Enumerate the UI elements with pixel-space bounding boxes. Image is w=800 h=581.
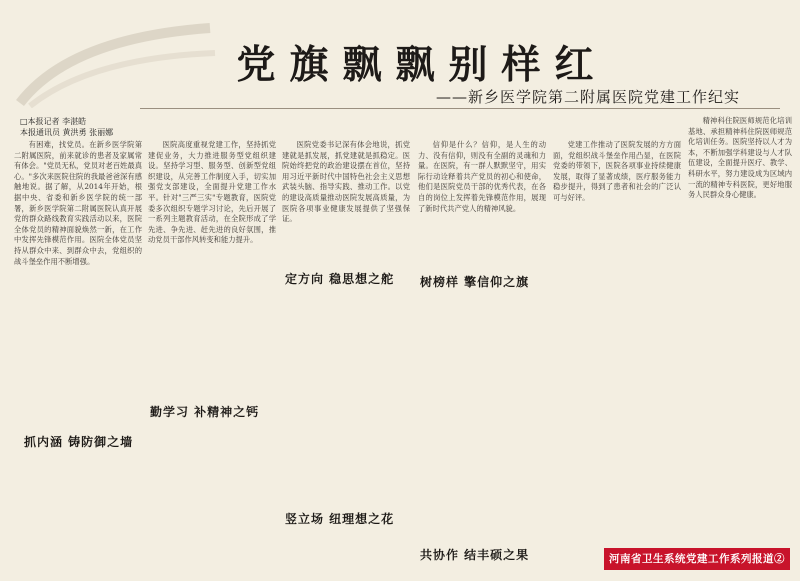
series-banner: 河南省卫生系统党建工作系列报道② [604, 548, 790, 570]
column-6 [688, 116, 792, 541]
column-5 [553, 140, 681, 540]
header-rule [140, 108, 780, 109]
section-heading-2: 定方向 稳思想之舵 [285, 272, 395, 286]
column-1 [14, 140, 142, 540]
section-heading-6: 共协作 结丰硕之果 [420, 548, 530, 562]
section-heading-5: 竖立场 纽理想之花 [285, 512, 395, 526]
column-4-text: 信仰是什么？信仰，是人生的动力、没有信仰，则没有全副的灵魂和力量。在医院，有一群人默默坚守，用实际行动诠释着共产党员的初心和使命，他们是医院党员干部的优秀代表，在各自的岗位上发挥着先锋模范作用，展现了新时代共产党人的精神风貌。 [418, 140, 546, 213]
column-2 [148, 140, 276, 395]
article-title: 党旗飘飘别样红 [236, 42, 608, 88]
column-6-text: 精神科住院医师规范化培训基地、承担精神科住院医师规范化培训任务。医院坚持以人才为本，不断加强学科建设与人才队伍建设，全面提升医疗、教学、科研水平，努力建设成为区域内一流的精神专科医院，更好地服务人民群众身心健康。 [688, 116, 792, 200]
section-heading-1: 抓内涵 铸防御之墙 [24, 435, 134, 449]
byline-reporter: □本报记者 李湛皓 [20, 117, 87, 126]
article-subtitle: ——新乡医学院第二附属医院党建工作纪实 [435, 88, 740, 106]
column-3-text: 医院党委书记深有体会地说，抓党建就是抓发展，抓党建就是抓稳定。医院始终把党的政治建设摆在首位，坚持用习近平新时代中国特色社会主义思想武装头脑、指导实践、推动工作。以党的建设高质量推动医院发展高质量，为医院各项事业健康发展提供了坚强保证。 [282, 140, 410, 224]
section-heading-4: 勤学习 补精神之钙 [150, 405, 260, 419]
column-2-text: 医院高度重视党建工作，坚持抓党建促业务，大力推进服务型党组织建设。坚持学习型、服务型、创新型党组织建设，从完善工作制度入手，切实加强党支部建设，全面提升党建工作水平。针对"三严三实"专题教育，医院党委多次组织专题学习讨论，先后开展了一系列主题教育活动，在全院形成了学先进、争先进、赶先进的良好氛围，推动党员干部作风转变和能力提升。 [148, 140, 276, 245]
section-heading-3: 树榜样 擎信仰之旗 [420, 275, 530, 289]
column-3 [282, 140, 410, 265]
column-5-text: 党建工作推动了医院发展的方方面面，党组织战斗堡垒作用凸显，在医院党委的带领下，医院各项事业持续健康发展，取得了显著成绩，医疗服务能力稳步提升，得到了患者和社会的广泛认可与好评。 [553, 140, 681, 202]
column-4 [418, 140, 546, 260]
decorative-flag-graphic [10, 8, 220, 108]
column-1-text: 有困难，找党员。在新乡医学院第二附属医院，前来就诊的患者及家属常有体会。"党员无私，党员对老百姓最真心。"多次来医院住院的我最爸爸深有感触地说。据了解，从2014年开始，根据中央、省委和新乡医学院的统一部署，新乡医学院第二附属医院认真开展党的群众路线教育实践活动以来，医院全体党员的精神面貌焕然一新，在工作中发挥先锋模范作用。医院全体党员坚持从群众中来、到群众中去，党组织的战斗堡垒作用不断增强。 [14, 140, 142, 266]
byline [20, 116, 140, 138]
byline-correspondents: 本报通讯员 黄洪勇 张丽娜 [20, 128, 114, 137]
